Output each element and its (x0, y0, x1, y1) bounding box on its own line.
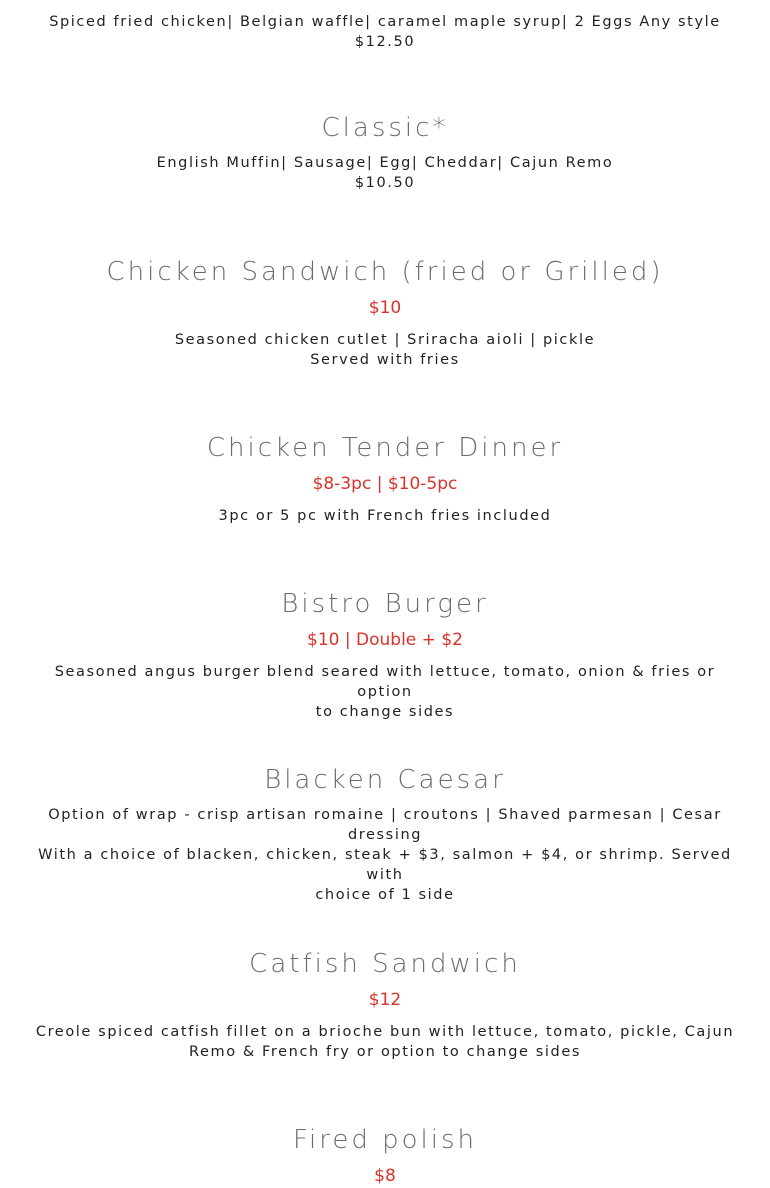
item-price: $8-3pc | $10-5pc (312, 474, 458, 494)
description-line: Seasoned angus burger blend seared with lettuce, tomato, onion & fries or option (54, 664, 716, 700)
description-line: choice of 1 side (315, 887, 455, 903)
menu-item-classic (0, 112, 770, 193)
description-line: dressing (347, 827, 423, 843)
description-line: With a choice of blacken, chicken, steak + $3, salmon + $4, or shrimp. Served with (38, 847, 732, 883)
menu-item-chicken-tender-dinner (0, 432, 770, 526)
description-line: Seasoned chicken cutlet | Sriracha aioli | pickle (174, 332, 596, 348)
menu-item-blacken-caesar (0, 764, 770, 905)
item-title: Fired polish (292, 1125, 478, 1155)
item-title: Chicken Sandwich (fried or Grilled) (106, 257, 664, 287)
item-title: Catfish Sandwich (249, 949, 521, 979)
menu-item-chicken-waffle (0, 12, 770, 52)
item-price: $10 | Double + $2 (307, 630, 463, 650)
item-price: $12.50 (354, 34, 416, 50)
description-line: Option of wrap - crisp artisan romaine | croutons | Shaved parmesan | Cesar (48, 807, 722, 823)
item-title: Chicken Tender Dinner (206, 433, 564, 463)
item-description (35, 662, 735, 722)
menu-item-chicken-sandwich (0, 256, 770, 370)
item-title: Classic* (321, 113, 449, 143)
description-line: Remo & French fry or option to change sides (188, 1044, 582, 1060)
item-title: Blacken Caesar (264, 765, 506, 795)
item-description (35, 1022, 735, 1062)
item-description (35, 330, 735, 370)
menu-item-fired-polish (0, 1124, 770, 1188)
item-title: Bistro Burger (281, 589, 489, 619)
item-price: $12 (368, 990, 402, 1010)
description-line: Served with fries (310, 352, 460, 368)
description-line: Creole spiced catfish fillet on a brioche bun with lettuce, tomato, pickle, Cajun (35, 1024, 735, 1040)
item-description (35, 805, 735, 905)
description-line: 3pc or 5 pc with French fries included (218, 508, 552, 524)
item-price: $10.50 (354, 175, 416, 191)
item-description (35, 153, 735, 173)
menu-item-bistro-burger (0, 588, 770, 722)
description-line: to change sides (315, 704, 455, 720)
item-price: $10 (368, 298, 402, 318)
menu-item-catfish-sandwich (0, 948, 770, 1062)
description-line: English Muffin| Sausage| Egg| Cheddar| Cajun Remo (156, 155, 614, 171)
item-description (35, 506, 735, 526)
description-line: Spiced fried chicken| Belgian waffle| caramel maple syrup| 2 Eggs Any style (49, 14, 721, 30)
item-description (35, 12, 735, 32)
item-price: $8 (374, 1166, 396, 1186)
